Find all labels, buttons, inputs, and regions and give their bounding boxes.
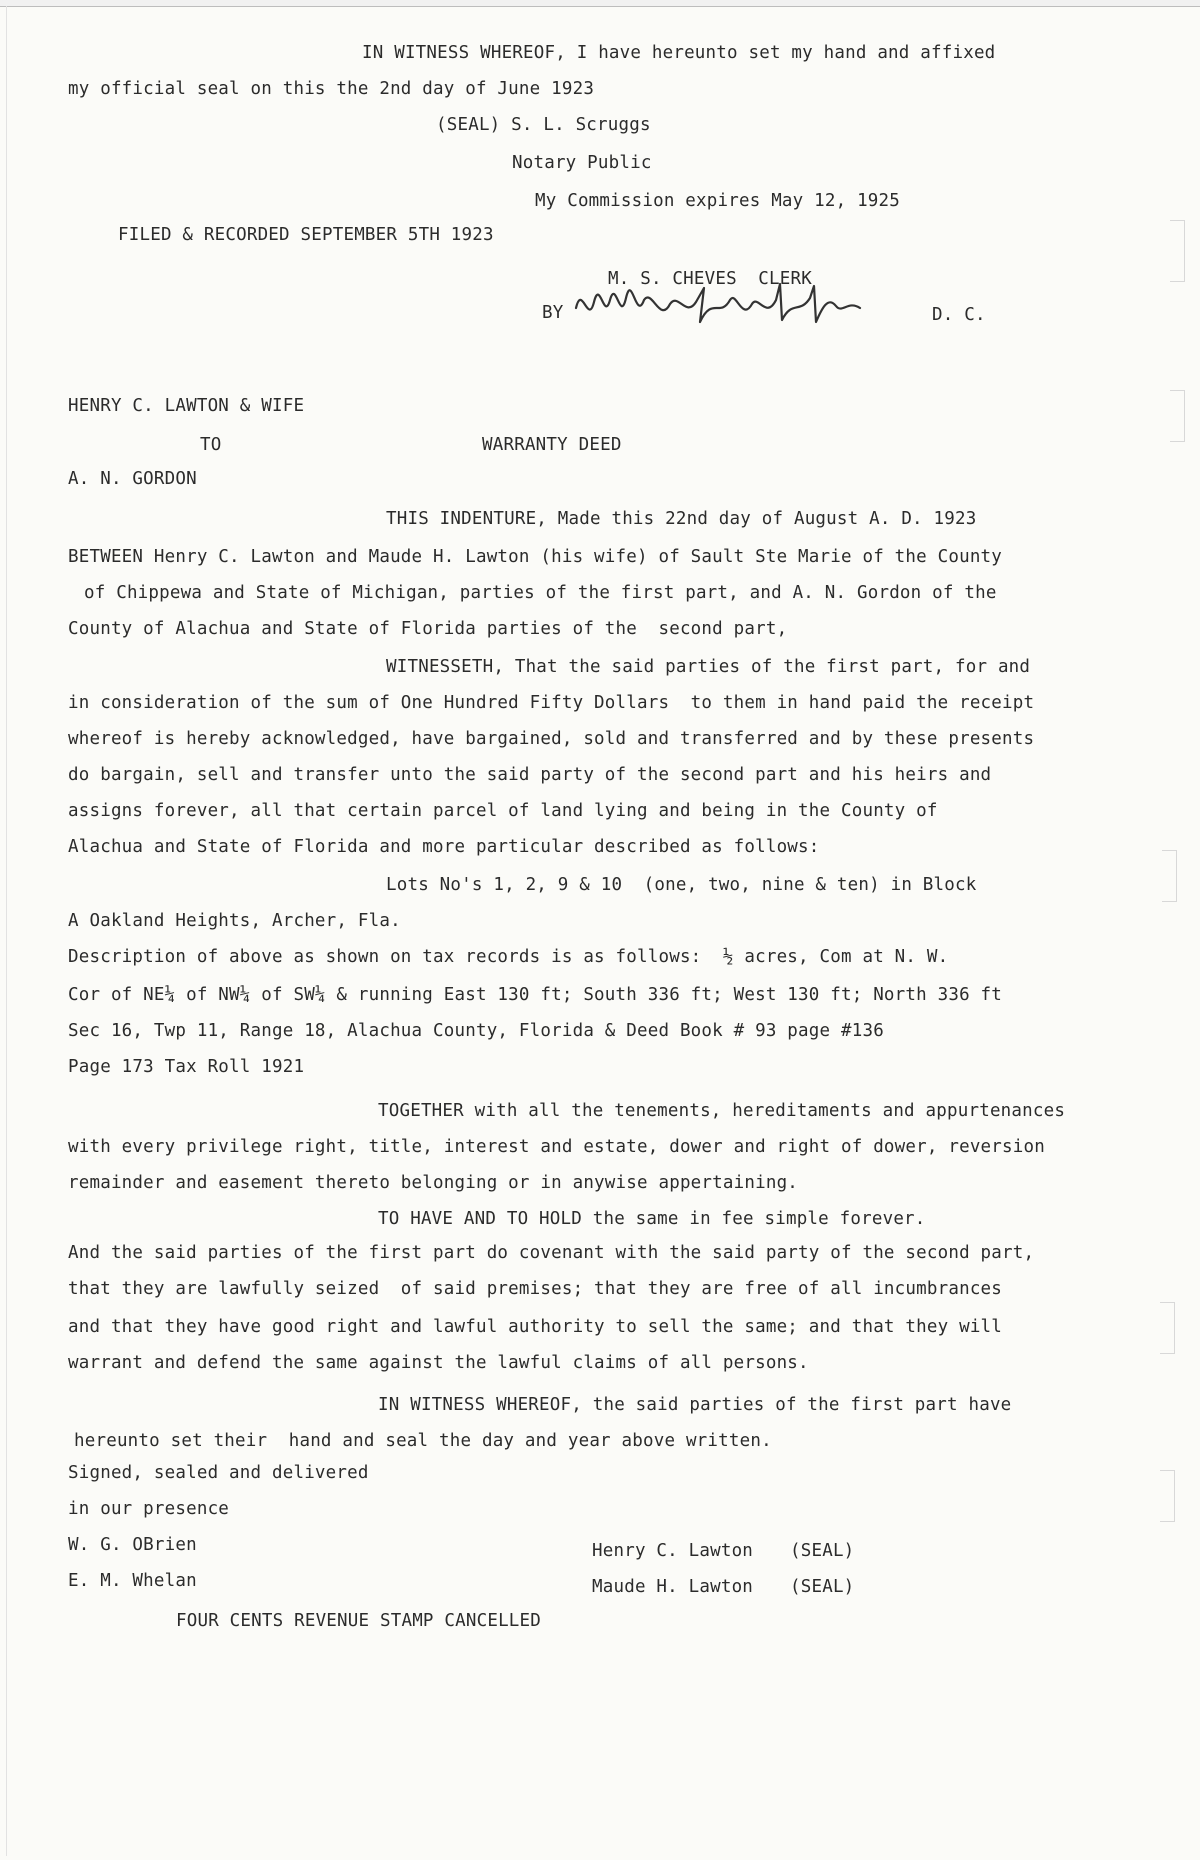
deputy-clerk-label: D. C. <box>932 305 986 325</box>
margin-mark <box>1162 850 1177 902</box>
seal-1: (SEAL) <box>790 1541 855 1561</box>
body-line: Lots No's 1, 2, 9 & 10 (one, two, nine & ten) in Block <box>386 875 977 895</box>
revenue-stamp-note: FOUR CENTS REVENUE STAMP CANCELLED <box>176 1611 542 1631</box>
body-line: Description of above as shown on tax records is as follows: ½ acres, Com at N. W. <box>68 947 949 967</box>
body-line: THIS INDENTURE, Made this 22nd day of August A. D. 1923 <box>386 509 977 529</box>
witness-2: E. M. Whelan <box>68 1571 197 1591</box>
body-line: Cor of NE¼ of NW¼ of SW¼ & running East 130 ft; South 336 ft; West 130 ft; North 336 ft <box>68 985 1003 1005</box>
in-presence-line: in our presence <box>68 1499 230 1519</box>
witness-1: W. G. OBrien <box>68 1535 197 1555</box>
body-line: And the said parties of the first part do covenant with the said party of the second part, <box>68 1243 1035 1263</box>
body-line: WITNESSETH, That the said parties of the first part, for and <box>386 657 1031 677</box>
seal-2: (SEAL) <box>790 1577 855 1597</box>
body-line: IN WITNESS WHEREOF, the said parties of the first part have <box>378 1395 1012 1415</box>
top-edge-rule <box>0 0 1200 7</box>
body-line: of Chippewa and State of Michigan, parties of the first part, and A. N. Gordon of the <box>84 583 997 603</box>
body-line: assigns forever, all that certain parcel of land lying and being in the County of <box>68 801 938 821</box>
body-line: County of Alachua and State of Florida parties of the second part, <box>68 619 788 639</box>
body-line: warrant and defend the same against the lawful claims of all persons. <box>68 1353 809 1373</box>
signed-sealed-line: Signed, sealed and delivered <box>68 1463 369 1483</box>
body-line: TO HAVE AND TO HOLD the same in fee simple forever. <box>378 1209 926 1229</box>
left-edge-rule <box>6 6 7 1856</box>
notary-title: Notary Public <box>512 153 652 173</box>
notary-commission: My Commission expires May 12, 1925 <box>535 191 901 211</box>
clerk-name: M. S. CHEVES CLERK <box>608 269 812 289</box>
body-line: hereunto set their hand and seal the day and year above written. <box>74 1431 772 1451</box>
deed-type-heading: WARRANTY DEED <box>482 435 622 455</box>
grantee-caption: A. N. GORDON <box>68 469 197 489</box>
grantor-caption: HENRY C. LAWTON & WIFE <box>68 396 305 416</box>
body-line: in consideration of the sum of One Hundred Fifty Dollars to them in hand paid the receipt <box>68 693 1035 713</box>
margin-mark <box>1170 220 1185 282</box>
body-line: that they are lawfully seized of said premises; that they are free of all incumbrances <box>68 1279 1003 1299</box>
body-line: Sec 16, Twp 11, Range 18, Alachua County, Florida & Deed Book # 93 page #136 <box>68 1021 884 1041</box>
margin-mark <box>1160 1302 1175 1354</box>
notary-witness-line-1: IN WITNESS WHEREOF, I have hereunto set my hand and affixed <box>362 43 996 63</box>
to-caption: TO <box>200 435 222 455</box>
body-line: with every privilege right, title, interest and estate, dower and right of dower, reversion <box>68 1137 1045 1157</box>
by-label: BY <box>542 303 564 323</box>
body-line: do bargain, sell and transfer unto the said party of the second part and his heirs and <box>68 765 992 785</box>
body-line: Page 173 Tax Roll 1921 <box>68 1057 305 1077</box>
body-line: BETWEEN Henry C. Lawton and Maude H. Lawton (his wife) of Sault Ste Marie of the County <box>68 547 1003 567</box>
notary-witness-line-2: my official seal on this the 2nd day of June 1923 <box>68 79 595 99</box>
body-line: and that they have good right and lawful authority to sell the same; and that they will <box>68 1317 1003 1337</box>
body-line: TOGETHER with all the tenements, hereditaments and appurtenances <box>378 1101 1066 1121</box>
grantor-signature-2: Maude H. Lawton <box>592 1577 754 1597</box>
deputy-clerk-signature <box>570 278 870 330</box>
body-line: Alachua and State of Florida and more particular described as follows: <box>68 837 820 857</box>
body-line: whereof is hereby acknowledged, have bargained, sold and transferred and by these presents <box>68 729 1035 749</box>
grantor-signature-1: Henry C. Lawton <box>592 1541 754 1561</box>
notary-seal-line: (SEAL) S. L. Scruggs <box>436 115 651 135</box>
body-line: remainder and easement thereto belonging or in anywise appertaining. <box>68 1173 799 1193</box>
margin-mark <box>1160 1470 1175 1522</box>
margin-mark <box>1170 390 1185 442</box>
filed-recorded-line: FILED & RECORDED SEPTEMBER 5TH 1923 <box>118 225 494 245</box>
body-line: A Oakland Heights, Archer, Fla. <box>68 911 401 931</box>
signature-scribble <box>570 278 870 330</box>
